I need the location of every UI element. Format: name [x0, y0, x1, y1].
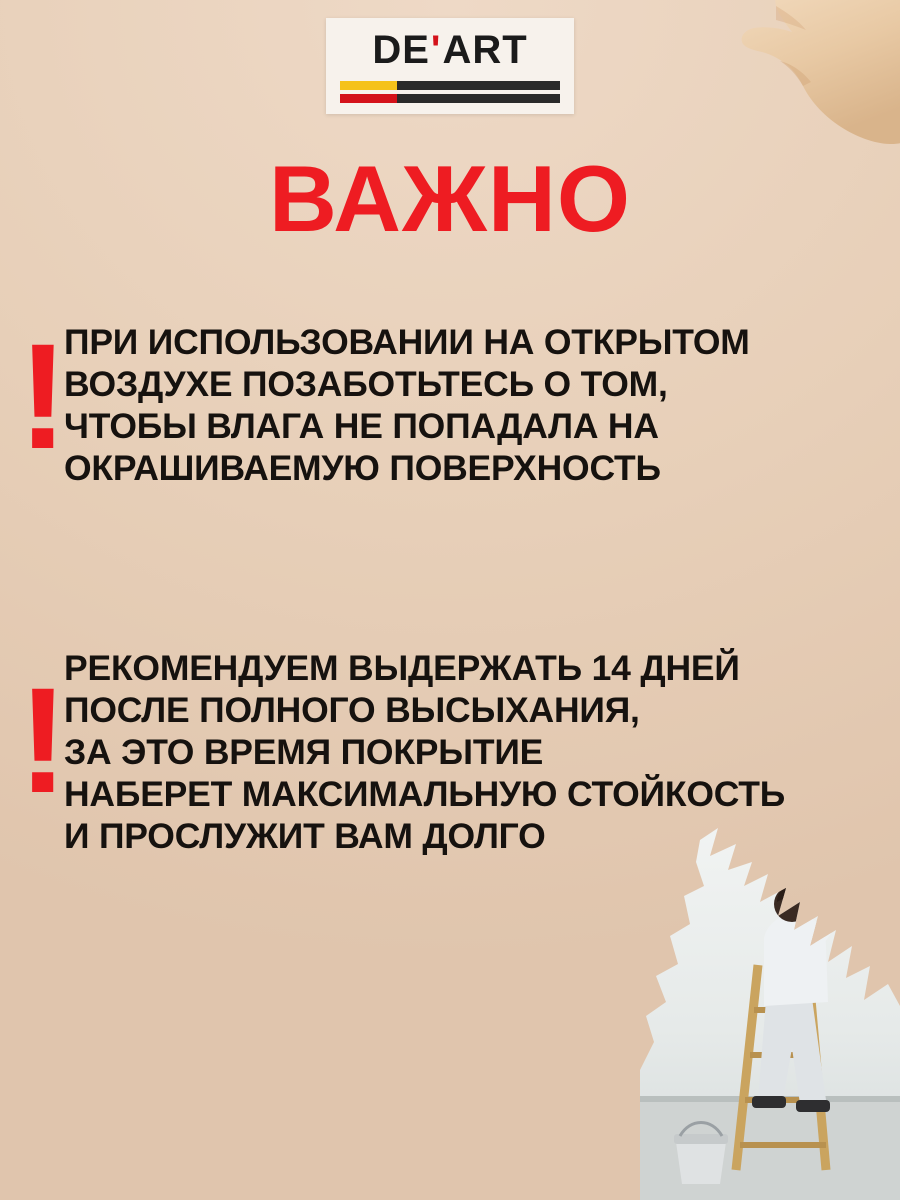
text-line: ВОЗДУХЕ ПОЗАБОТЬТЕСЬ О ТОМ, [64, 363, 668, 404]
logo-bar-top [340, 81, 560, 90]
text-line: ОКРАШИВАЕМУЮ ПОВЕРХНОСТЬ [64, 447, 661, 488]
logo-apostrophe: ' [430, 27, 442, 72]
exclamation-icon: ! [18, 312, 68, 480]
warning-block-curing [18, 648, 890, 857]
text-line: ПОСЛЕ ПОЛНОГО ВЫСЫХАНИЯ, [64, 689, 640, 730]
logo-bar-bottom [340, 94, 560, 103]
warning-block-outdoor-text [58, 322, 890, 490]
warning-block-outdoor [18, 312, 890, 490]
deart-logo [326, 18, 574, 114]
page-title: ВАЖНО [268, 146, 632, 251]
text-line: НАБЕРЕТ МАКСИМАЛЬНУЮ СТОЙКОСТЬ [64, 773, 786, 814]
text-line: ЧТОБЫ ВЛАГА НЕ ПОПАДАЛА НА [64, 405, 659, 446]
warning-block-curing-text [58, 648, 890, 857]
logo-flag-bars [326, 78, 574, 114]
text-line: И ПРОСЛУЖИТ ВАМ ДОЛГО [64, 815, 546, 856]
text-line: ПРИ ИСПОЛЬЗОВАНИИ НА ОТКРЫТОМ [64, 322, 750, 362]
exclamation-icon: ! [18, 656, 68, 824]
logo-wordmark [326, 18, 574, 78]
text-line: РЕКОМЕНДУЕМ ВЫДЕРЖАТЬ 14 ДНЕЙ [64, 648, 740, 688]
text-line: ЗА ЭТО ВРЕМЯ ПОКРЫТИЕ [64, 731, 544, 772]
logo-text-right: ART [442, 27, 528, 72]
logo-text-left: DE [372, 27, 430, 72]
